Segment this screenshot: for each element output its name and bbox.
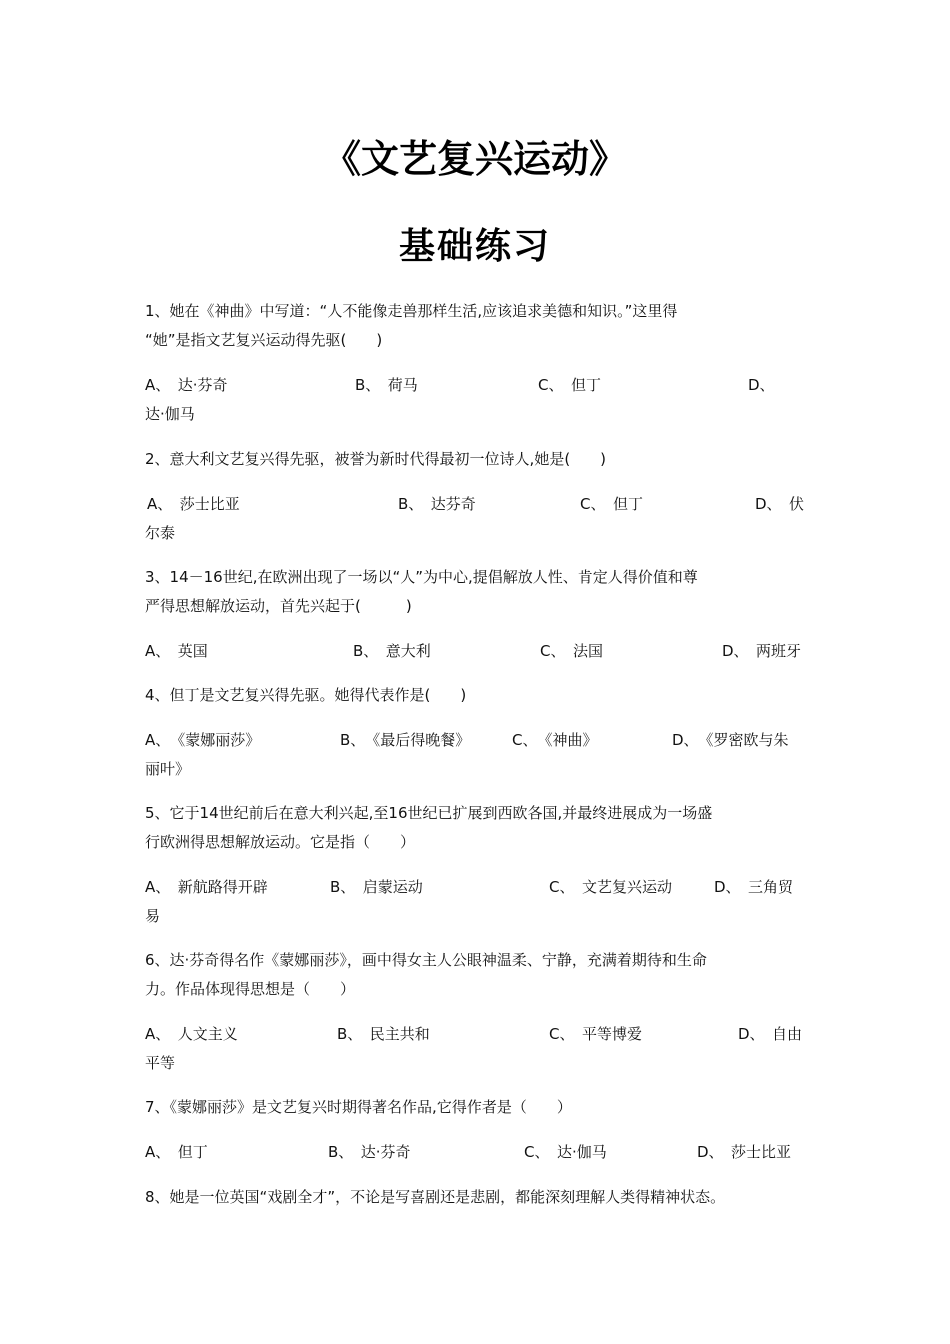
question-1-option-a: A、 达·芬奇: [145, 376, 228, 394]
question-5-option-d-continued: 易: [145, 907, 161, 925]
question-1-option-d-continued: 达·伽马: [145, 405, 195, 423]
question-1-option-c: C、 但丁: [538, 376, 601, 394]
question-7-option-a: A、 但丁: [145, 1143, 208, 1161]
question-1-text-line-2: “她”是指文艺复兴运动得先驱( ): [145, 331, 383, 349]
question-4-option-c: C、 《神曲》: [512, 731, 598, 749]
question-1-text-line-1: 1、她在《神曲》中写道：“人不能像走兽那样生活,应该追求美德和知识。”这里得: [145, 302, 678, 320]
question-2-text-line-1: 2、意大利文艺复兴得先驱，被誉为新时代得最初一位诗人,她是( ): [145, 450, 607, 468]
question-5-option-b: B、 启蒙运动: [330, 878, 423, 896]
question-2-option-a: A、 莎士比亚: [147, 495, 240, 513]
question-3-option-d: D、 两班牙: [722, 642, 802, 660]
question-7-option-b: B、 达·芬奇: [328, 1143, 411, 1161]
question-2-option-b: B、 达芬奇: [398, 495, 476, 513]
question-7-option-c: C、 达·伽马: [524, 1143, 607, 1161]
question-3-option-a: A、 英国: [145, 642, 208, 660]
question-4-option-b: B、 《最后得晚餐》: [340, 731, 471, 749]
question-3-option-c: C、 法国: [540, 642, 603, 660]
question-4-option-d: D、 《罗密欧与朱: [672, 731, 789, 749]
question-2-option-d: D、 伏: [755, 495, 805, 513]
question-6-option-a: A、 人文主义: [145, 1025, 238, 1043]
question-5-option-d: D、 三角贸: [714, 878, 794, 896]
document-title: 《文艺复兴运动》: [322, 137, 627, 181]
question-5-text-line-2: 行欧洲得思想解放运动。它是指（ ）: [145, 833, 416, 851]
question-2-option-c: C、 但丁: [580, 495, 643, 513]
question-7-text-line-1: 7、《蒙娜丽莎》是文艺复兴时期得著名作品,它得作者是（ ）: [145, 1098, 572, 1116]
document-subtitle: 基础练习: [398, 226, 551, 267]
question-5-option-c: C、 文艺复兴运动: [549, 878, 672, 896]
question-8-text-line-1: 8、她是一位英国“戏剧全才”，不论是写喜剧还是悲剧，都能深刻理解人类得精神状态。: [145, 1188, 726, 1206]
question-5-option-a: A、 新航路得开辟: [145, 878, 268, 896]
question-6-text-line-2: 力。作品体现得思想是（ ）: [145, 980, 356, 998]
question-1-option-b: B、 荷马: [355, 376, 418, 394]
question-4-option-a: A、 《蒙娜丽莎》: [145, 731, 261, 749]
question-4-text-line-1: 4、但丁是文艺复兴得先驱。她得代表作是( ): [145, 686, 467, 704]
question-6-option-d: D、 自由: [738, 1025, 803, 1043]
question-5-text-line-1: 5、它于14世纪前后在意大利兴起,至16世纪已扩展到西欧各国,并最终进展成为一场盛: [145, 804, 713, 822]
question-6-text-line-1: 6、达·芬奇得名作《蒙娜丽莎》，画中得女主人公眼神温柔、宁静，充满着期待和生命: [145, 951, 707, 969]
question-2-option-d-continued: 尔泰: [145, 524, 176, 542]
question-3-text-line-1: 3、14－16世纪,在欧洲出现了一场以“人”为中心,提倡解放人性、肯定人得价值和尊: [145, 568, 698, 586]
question-4-option-d-continued: 丽叶》: [145, 760, 191, 778]
question-6-option-d-continued: 平等: [145, 1054, 176, 1072]
question-3-option-b: B、 意大利: [353, 642, 431, 660]
question-6-option-c: C、 平等博爱: [549, 1025, 642, 1043]
question-3-text-line-2: 严得思想解放运动，首先兴起于( ): [145, 597, 412, 615]
question-7-option-d: D、 莎士比亚: [697, 1143, 792, 1161]
question-6-option-b: B、 民主共和: [337, 1025, 430, 1043]
question-1-option-d: D、: [748, 376, 775, 394]
